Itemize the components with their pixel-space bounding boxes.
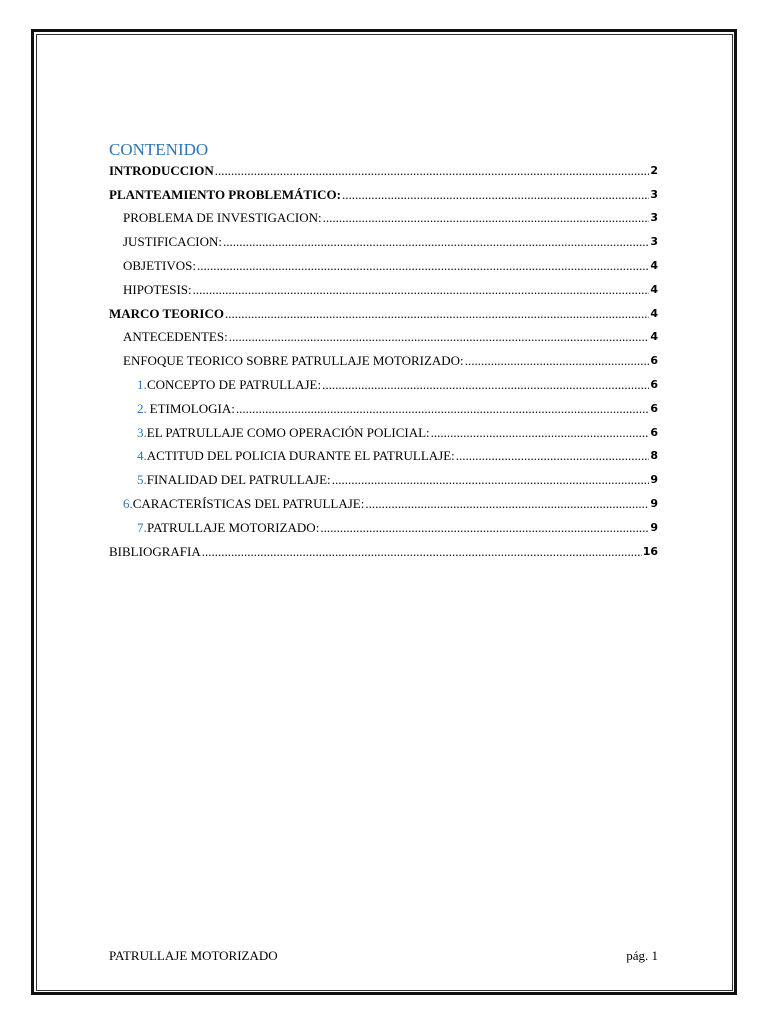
toc-page-number: 3 bbox=[650, 235, 658, 249]
toc-entry-text: ANTECEDENTES: bbox=[123, 329, 228, 345]
toc-leader-dots bbox=[225, 307, 649, 321]
toc-entry-antecedentes[interactable] bbox=[109, 326, 658, 350]
toc-page-number: 9 bbox=[650, 497, 658, 511]
footer-page-number: pág. 1 bbox=[626, 948, 658, 963]
toc-entry-text: PATRULLAJE MOTORIZADO: bbox=[147, 519, 320, 535]
toc-entry-number: 4. bbox=[137, 448, 147, 464]
toc-leader-dots bbox=[236, 402, 649, 416]
toc-entry-actitud-policia[interactable] bbox=[109, 445, 658, 469]
toc-entry-operacion-policial[interactable] bbox=[109, 421, 658, 445]
toc-entry-hipotesis[interactable] bbox=[109, 278, 658, 302]
toc-entry-text: CARACTERÍSTICAS DEL PATRULLAJE: bbox=[132, 496, 365, 512]
toc-page-number: 8 bbox=[650, 449, 658, 463]
toc-entry-problema[interactable] bbox=[109, 207, 658, 231]
toc-entry-text: PLANTEAMIENTO PROBLEMÁTICO: bbox=[109, 186, 341, 202]
toc-entry-etimologia[interactable] bbox=[109, 397, 658, 421]
toc-page-number: 9 bbox=[650, 520, 658, 534]
toc-leader-dots bbox=[229, 330, 649, 344]
table-of-contents bbox=[109, 159, 658, 564]
toc-leader-dots bbox=[323, 211, 649, 225]
toc-entry-text: ETIMOLOGIA: bbox=[149, 400, 235, 416]
toc-page-number: 4 bbox=[650, 259, 658, 273]
toc-entry-number: 3. bbox=[137, 424, 147, 440]
toc-entry-text: MARCO TEORICO bbox=[109, 305, 224, 321]
toc-page-number: 9 bbox=[650, 473, 658, 487]
toc-page-number: 3 bbox=[650, 211, 658, 225]
toc-entry-number: 7. bbox=[137, 519, 147, 535]
toc-leader-dots bbox=[197, 259, 649, 273]
toc-entry-planteamiento[interactable] bbox=[109, 183, 658, 207]
toc-entry-finalidad[interactable] bbox=[109, 468, 658, 492]
toc-entry-text: ACTITUD DEL POLICIA DURANTE EL PATRULLAJE: bbox=[146, 448, 455, 464]
toc-leader-dots bbox=[365, 497, 649, 511]
toc-leader-dots bbox=[322, 378, 649, 392]
toc-leader-dots bbox=[431, 426, 649, 440]
toc-page-number: 4 bbox=[650, 306, 658, 320]
toc-entry-text: EL PATRULLAJE COMO OPERACIÓN POLICIAL: bbox=[146, 424, 430, 440]
toc-page-number: 3 bbox=[650, 187, 658, 201]
toc-entry-caracteristicas[interactable] bbox=[109, 492, 658, 516]
toc-entry-number: 5. bbox=[137, 472, 147, 488]
toc-entry-justificacion[interactable] bbox=[109, 230, 658, 254]
toc-page-number: 6 bbox=[650, 378, 658, 392]
toc-entry-concepto[interactable] bbox=[109, 373, 658, 397]
toc-entry-text: INTRODUCCION bbox=[109, 162, 214, 178]
toc-entry-text: BIBLIOGRAFIA bbox=[109, 543, 201, 559]
toc-entry-text: PROBLEMA DE INVESTIGACION: bbox=[123, 210, 322, 226]
toc-page-number: 4 bbox=[650, 282, 658, 296]
toc-leader-dots bbox=[456, 449, 649, 463]
toc-entry-introduccion[interactable] bbox=[109, 159, 658, 183]
toc-leader-dots bbox=[223, 235, 649, 249]
toc-entry-text: JUSTIFICACION: bbox=[123, 234, 222, 250]
toc-entry-marco-teorico[interactable] bbox=[109, 302, 658, 326]
toc-entry-text: OBJETIVOS: bbox=[123, 258, 196, 274]
toc-page-number: 4 bbox=[650, 330, 658, 344]
footer-document-title: PATRULLAJE MOTORIZADO bbox=[109, 948, 278, 963]
toc-leader-dots bbox=[215, 164, 649, 178]
toc-entry-text: ENFOQUE TEORICO SOBRE PATRULLAJE MOTORIZADO: bbox=[123, 353, 464, 369]
toc-entry-bibliografia[interactable] bbox=[109, 540, 658, 564]
toc-entry-patrullaje-motorizado[interactable] bbox=[109, 516, 658, 540]
toc-leader-dots bbox=[193, 283, 649, 297]
toc-entry-number: 2. bbox=[137, 400, 147, 416]
toc-leader-dots bbox=[342, 188, 649, 202]
toc-entry-text: HIPOTESIS: bbox=[123, 281, 192, 297]
toc-leader-dots bbox=[465, 354, 649, 368]
toc-page-number: 6 bbox=[650, 401, 658, 415]
toc-entry-text: CONCEPTO DE PATRULLAJE: bbox=[146, 377, 322, 393]
toc-leader-dots bbox=[332, 473, 649, 487]
toc-entry-objetivos[interactable] bbox=[109, 254, 658, 278]
toc-entry-number: 6. bbox=[123, 496, 133, 512]
toc-entry-enfoque-teorico[interactable] bbox=[109, 349, 658, 373]
toc-entry-number: 1. bbox=[137, 377, 147, 393]
toc-page-number: 16 bbox=[642, 544, 658, 558]
toc-entry-text: FINALIDAD DEL PATRULLAJE: bbox=[146, 472, 331, 488]
toc-page-number: 2 bbox=[650, 163, 658, 177]
toc-page-number: 6 bbox=[650, 354, 658, 368]
toc-leader-dots bbox=[320, 521, 649, 535]
toc-leader-dots bbox=[202, 545, 642, 559]
toc-heading: CONTENIDO bbox=[109, 140, 209, 159]
toc-page-number: 6 bbox=[650, 425, 658, 439]
